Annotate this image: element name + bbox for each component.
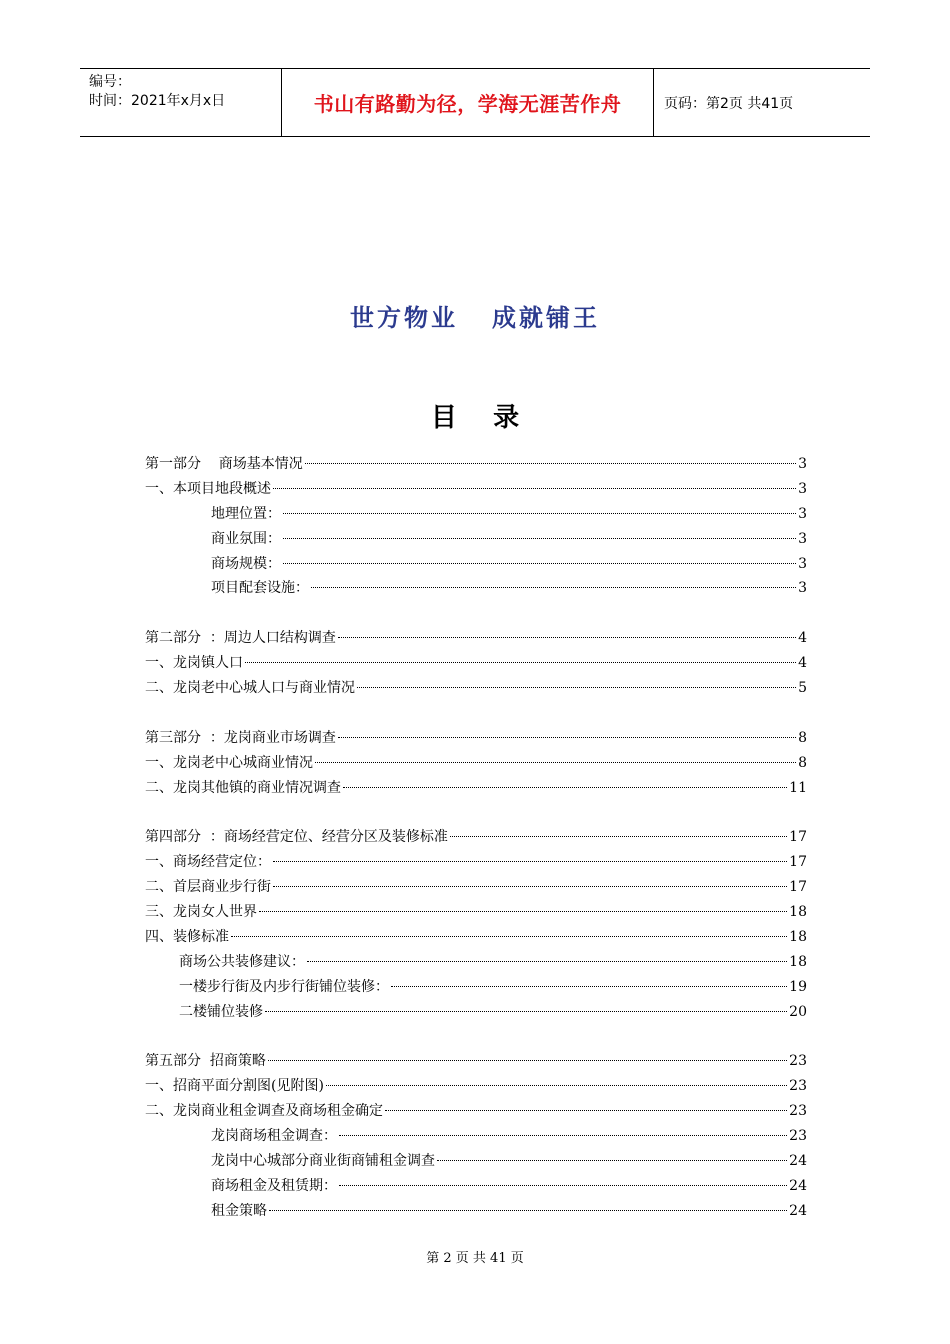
toc-leader-dots bbox=[259, 911, 787, 912]
toc-leader-dots bbox=[305, 463, 796, 464]
page-header bbox=[80, 68, 870, 137]
toc-entry[interactable] bbox=[145, 1074, 807, 1099]
toc-entry-title: 龙岗商场租金调查： bbox=[211, 1128, 337, 1145]
toc-entry-title: 商场规模： bbox=[211, 555, 281, 572]
toc-entry[interactable] bbox=[145, 527, 807, 552]
toc-entry-title: 一楼步行街及内步行街铺位装修： bbox=[179, 978, 389, 995]
toc-entry-title: 二、龙岗老中心城人口与商业情况 bbox=[145, 680, 355, 697]
toc-entry[interactable] bbox=[145, 1099, 807, 1124]
toc-leader-dots bbox=[385, 1110, 787, 1111]
toc-entry-page: 17 bbox=[789, 829, 807, 846]
toc-leader-dots bbox=[231, 936, 787, 937]
toc-entry-page: 19 bbox=[789, 978, 807, 995]
toc-entry-page: 20 bbox=[789, 1003, 807, 1020]
toc-entry[interactable] bbox=[145, 975, 807, 1000]
toc-entry-page: 11 bbox=[789, 779, 807, 796]
toc-entry-title: 三、龙岗女人世界 bbox=[145, 904, 257, 921]
toc-leader-dots bbox=[357, 687, 796, 688]
toc-entry-page: 3 bbox=[798, 530, 807, 547]
toc-entry[interactable] bbox=[145, 1199, 807, 1224]
toc-leader-dots bbox=[450, 836, 787, 837]
toc-entry-page: 3 bbox=[798, 480, 807, 497]
header-page-info: 页码：第2页 共41页 bbox=[664, 95, 794, 112]
toc-leader-dots bbox=[283, 538, 796, 539]
toc-entry-title: 二楼铺位装修 bbox=[179, 1003, 263, 1020]
toc-leader-dots bbox=[273, 886, 787, 887]
toc-entry[interactable] bbox=[145, 900, 807, 925]
toc-leader-dots bbox=[245, 662, 796, 663]
number-label: 编号： bbox=[89, 74, 131, 90]
toc-leader-dots bbox=[283, 563, 796, 564]
toc-leader-dots bbox=[338, 737, 796, 738]
toc-entry[interactable] bbox=[145, 751, 807, 776]
toc-entry-title: 一、招商平面分割图(见附图) bbox=[145, 1078, 324, 1095]
toc-leader-dots bbox=[311, 587, 796, 588]
toc-entry-title: 二、首层商业步行街 bbox=[145, 879, 271, 896]
toc-entry-page: 3 bbox=[798, 456, 807, 472]
toc-entry[interactable] bbox=[145, 502, 807, 527]
toc-entry-page: 24 bbox=[789, 1177, 807, 1194]
toc-entry[interactable] bbox=[145, 1049, 807, 1074]
toc-entry[interactable] bbox=[145, 626, 807, 651]
toc-leader-dots bbox=[339, 1185, 787, 1186]
toc-entry-page: 24 bbox=[789, 1202, 807, 1219]
toc-entry-page: 18 bbox=[789, 904, 807, 921]
toc-entry-page: 24 bbox=[789, 1152, 807, 1169]
toc-leader-dots bbox=[273, 861, 787, 862]
toc-entry[interactable] bbox=[145, 1000, 807, 1025]
toc-entry-title: 第二部分 ：周边人口结构调查 bbox=[145, 630, 336, 647]
toc-entry-title: 第一部分 商场基本情况 bbox=[145, 456, 303, 472]
toc-entry-page: 18 bbox=[789, 928, 807, 945]
slogan: 世方物业 成就铺王 bbox=[349, 304, 601, 332]
toc-leader-dots bbox=[283, 513, 796, 514]
toc-entry-page: 4 bbox=[798, 655, 807, 672]
page-footer: 第 2 页 共 41 页 bbox=[426, 1251, 524, 1266]
toc-entry-title: 龙岗中心城部分商业街商铺租金调查 bbox=[211, 1152, 435, 1169]
toc-leader-dots bbox=[273, 488, 796, 489]
toc-leader-dots bbox=[338, 637, 796, 638]
toc-entry-title: 项目配套设施： bbox=[211, 580, 309, 597]
toc-entry-title: 一、龙岗老中心城商业情况 bbox=[145, 754, 313, 771]
toc-leader-dots bbox=[339, 1135, 787, 1136]
toc-entry-title: 租金策略 bbox=[211, 1202, 267, 1219]
toc-entry-title: 一、本项目地段概述 bbox=[145, 480, 271, 497]
header-meta bbox=[80, 69, 282, 136]
toc-entry-page: 3 bbox=[798, 580, 807, 597]
toc-entry[interactable] bbox=[145, 1124, 807, 1149]
toc-leader-dots bbox=[307, 961, 787, 962]
toc-entry[interactable] bbox=[145, 875, 807, 900]
toc-entry[interactable] bbox=[145, 776, 807, 801]
toc-entry-page: 3 bbox=[798, 505, 807, 522]
toc-entry[interactable] bbox=[145, 477, 807, 502]
toc-entry[interactable] bbox=[145, 950, 807, 975]
toc-leader-dots bbox=[268, 1060, 787, 1061]
toc-entry-title: 商场公共装修建议： bbox=[179, 953, 305, 970]
toc-entry-page: 17 bbox=[789, 854, 807, 871]
toc-entry-page: 23 bbox=[789, 1103, 807, 1120]
toc-entry-title: 商业氛围： bbox=[211, 530, 281, 547]
toc-entry-page: 3 bbox=[798, 555, 807, 572]
toc-entry[interactable] bbox=[145, 825, 807, 850]
toc-entry-page: 23 bbox=[789, 1053, 807, 1070]
toc-entry-title: 二、龙岗其他镇的商业情况调查 bbox=[145, 779, 341, 796]
toc-entry[interactable] bbox=[145, 452, 807, 477]
toc-leader-dots bbox=[391, 986, 787, 987]
toc-entry[interactable] bbox=[145, 552, 807, 577]
toc-leader-dots bbox=[269, 1210, 787, 1211]
header-motto: 书山有路勤为径，学海无涯苦作舟 bbox=[282, 69, 654, 136]
toc-entry-page: 18 bbox=[789, 953, 807, 970]
toc-entry[interactable] bbox=[145, 576, 807, 601]
toc-entry-title: 第三部分 ：龙岗商业市场调查 bbox=[145, 729, 336, 746]
toc-entry-page: 23 bbox=[789, 1128, 807, 1145]
toc-entry[interactable] bbox=[145, 676, 807, 701]
toc-entry-title: 第四部分 ：商场经营定位、经营分区及装修标准 bbox=[145, 829, 448, 846]
toc-entry[interactable] bbox=[145, 651, 807, 676]
toc-leader-dots bbox=[437, 1160, 787, 1161]
toc-entry-title: 一、商场经营定位： bbox=[145, 854, 271, 871]
toc-leader-dots bbox=[315, 762, 796, 763]
toc-entry-title: 地理位置： bbox=[211, 505, 281, 522]
toc-leader-dots bbox=[326, 1085, 787, 1086]
toc-entry-page: 4 bbox=[798, 630, 807, 647]
toc-entry-page: 17 bbox=[789, 879, 807, 896]
toc-leader-dots bbox=[343, 787, 787, 788]
toc-entry-page: 5 bbox=[798, 680, 807, 697]
table-of-contents bbox=[145, 452, 807, 1224]
toc-entry-title: 商场租金及租赁期： bbox=[211, 1177, 337, 1194]
toc-entry-title: 第五部分 招商策略 bbox=[145, 1053, 266, 1070]
toc-entry-title: 二、龙岗商业租金调查及商场租金确定 bbox=[145, 1103, 383, 1120]
toc-entry[interactable] bbox=[145, 1174, 807, 1199]
toc-title: 目 录 bbox=[430, 403, 520, 433]
time-label: 时间：2021年x月x日 bbox=[89, 93, 226, 109]
toc-entry-page: 8 bbox=[798, 754, 807, 771]
toc-entry-title: 四、装修标准 bbox=[145, 928, 229, 945]
toc-entry-page: 23 bbox=[789, 1078, 807, 1095]
toc-entry[interactable] bbox=[145, 925, 807, 950]
toc-entry[interactable] bbox=[145, 850, 807, 875]
toc-entry-title: 一、龙岗镇人口 bbox=[145, 655, 243, 672]
toc-entry[interactable] bbox=[145, 726, 807, 751]
toc-entry-page: 8 bbox=[798, 729, 807, 746]
toc-leader-dots bbox=[265, 1011, 787, 1012]
toc-entry[interactable] bbox=[145, 1149, 807, 1174]
